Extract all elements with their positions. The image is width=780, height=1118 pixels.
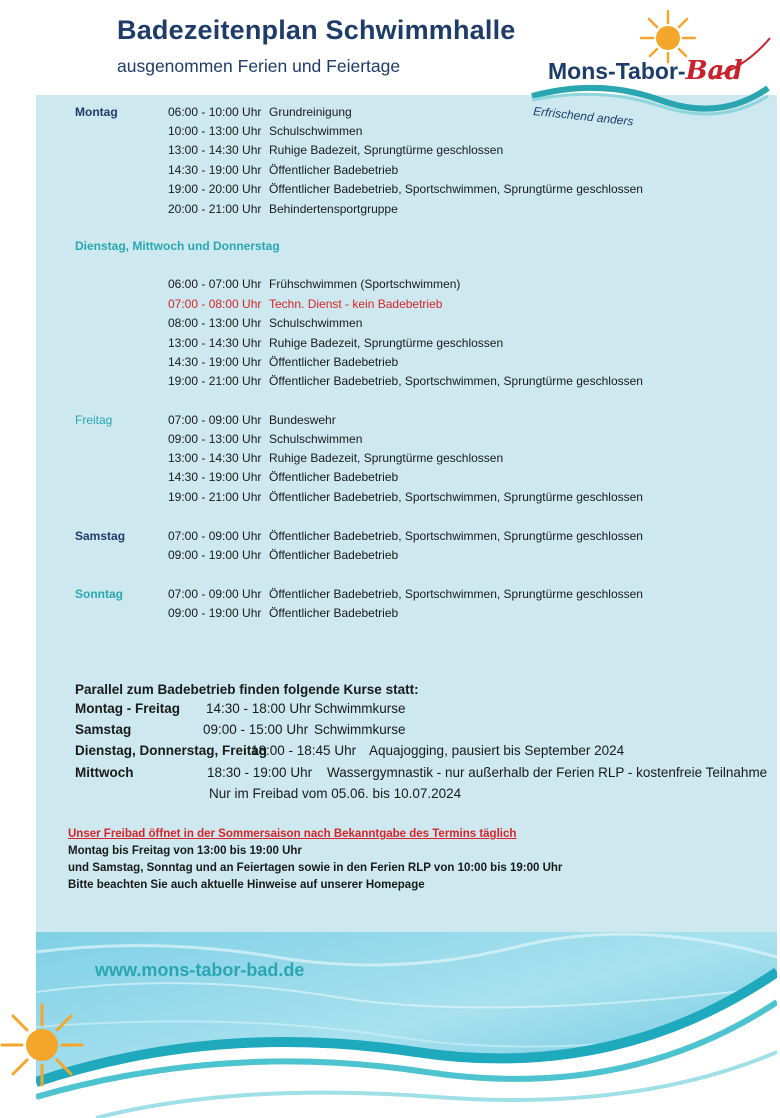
freibad-notice-line: und Samstag, Sonntag und an Feiertagen sowie in den Ferien RLP von 10:00 bis 19:00 Uhr (68, 862, 563, 874)
day-label-saturday: Samstag (75, 529, 126, 543)
schedule-row: 13:00 - 14:30 Uhr Ruhige Badezeit, Sprungtürme geschlossen (168, 143, 504, 157)
schedule-row: 07:00 - 09:00 Uhr Öffentlicher Badebetrieb, Sportschwimmen, Sprungtürme geschlossen (168, 529, 643, 543)
schedule-row: 14:30 - 19:00 Uhr Öffentlicher Badebetrieb (168, 470, 399, 484)
course-time: 18:30 - 19:00 Uhr (207, 765, 313, 780)
schedule-row: 13:00 - 14:30 Uhr Ruhige Badezeit, Sprungtürme geschlossen (168, 451, 504, 465)
schedule-row: 19:00 - 21:00 Uhr Öffentlicher Badebetrieb, Sportschwimmen, Sprungtürme geschlossen (168, 374, 643, 388)
course-desc: Wassergymnastik - nur außerhalb der Ferien RLP - kostenfreie Teilnahme (327, 765, 768, 780)
course-day: Dienstag, Donnerstag, Freitag (75, 743, 268, 758)
freibad-notice-headline: Unser Freibad öffnet in der Sommersaison nach Bekanntgabe des Termins täglich (68, 828, 517, 840)
schedule-row: 20:00 - 21:00 Uhr Behindertensportgruppe (168, 202, 398, 216)
schedule-row-maintenance: 07:00 - 08:00 Uhr Techn. Dienst - kein Badebetrieb (168, 297, 443, 311)
course-desc: Schwimmkurse (314, 722, 406, 737)
schedule-row: 13:00 - 14:30 Uhr Ruhige Badezeit, Sprungtürme geschlossen (168, 336, 504, 350)
website-link[interactable]: www.mons-tabor-bad.de (95, 960, 305, 980)
course-desc: Schwimmkurse (314, 701, 406, 716)
schedule-row: 08:00 - 13:00 Uhr Schulschwimmen (168, 316, 363, 330)
schedule-row: 09:00 - 19:00 Uhr Öffentlicher Badebetrieb (168, 548, 399, 562)
day-label-monday: Montag (75, 105, 118, 119)
course-day: Mittwoch (75, 765, 134, 780)
freibad-notice-line: Montag bis Freitag von 13:00 bis 19:00 Uhr (68, 845, 302, 857)
schedule-row: 06:00 - 10:00 Uhr Grundreinigung (168, 105, 352, 119)
day-label-sunday: Sonntag (75, 587, 123, 601)
schedule-row: 06:00 - 07:00 Uhr Frühschwimmen (Sportschwimmen) (168, 277, 461, 291)
sun-icon (0, 995, 90, 1105)
course-day: Samstag (75, 722, 132, 737)
courses-heading: Parallel zum Badebetrieb finden folgende Kurse statt: (75, 682, 419, 697)
course-day: Montag - Freitag (75, 701, 180, 716)
course-time: 09:00 - 15:00 Uhr (203, 722, 309, 737)
schedule-row: 09:00 - 19:00 Uhr Öffentlicher Badebetrieb (168, 606, 399, 620)
course-note: Nur im Freibad vom 05.06. bis 10.07.2024 (209, 786, 462, 801)
schedule-row: 07:00 - 09:00 Uhr Öffentlicher Badebetrieb, Sportschwimmen, Sprungtürme geschlossen (168, 587, 643, 601)
schedule-row: 19:00 - 20:00 Uhr Öffentlicher Badebetrieb, Sportschwimmen, Sprungtürme geschlossen (168, 182, 643, 196)
day-label-tue-thu: Dienstag, Mittwoch und Donnerstag (75, 239, 280, 253)
schedule-row: 19:00 - 21:00 Uhr Öffentlicher Badebetrieb, Sportschwimmen, Sprungtürme geschlossen (168, 490, 643, 504)
page-subtitle: ausgenommen Ferien und Feiertage (117, 56, 401, 76)
course-desc: Aquajogging, pausiert bis September 2024 (369, 743, 625, 758)
course-time: 14:30 - 18:00 Uhr (206, 701, 312, 716)
mons-tabor-bad-logo (530, 8, 775, 129)
schedule-panel (36, 95, 777, 935)
schedule-row: 14:30 - 19:00 Uhr Öffentlicher Badebetrieb (168, 355, 399, 369)
page-title: Badezeitenplan Schwimmhalle (117, 15, 516, 45)
course-time: 18:00 - 18:45 Uhr (251, 743, 357, 758)
schedule-row: 07:00 - 09:00 Uhr Bundeswehr (168, 413, 336, 427)
schedule-row: 14:30 - 19:00 Uhr Öffentlicher Badebetrieb (168, 163, 399, 177)
logo-tagline: Erfrischend anders (532, 104, 635, 129)
logo-wordmark: Mons-Tabor-Bad (548, 56, 743, 86)
schedule-row: 10:00 - 13:00 Uhr Schulschwimmen (168, 124, 363, 138)
schedule-row: 09:00 - 13:00 Uhr Schulschwimmen (168, 432, 363, 446)
freibad-notice-line: Bitte beachten Sie auch aktuelle Hinweise auf unserer Homepage (68, 879, 425, 891)
day-label-friday: Freitag (75, 413, 113, 427)
